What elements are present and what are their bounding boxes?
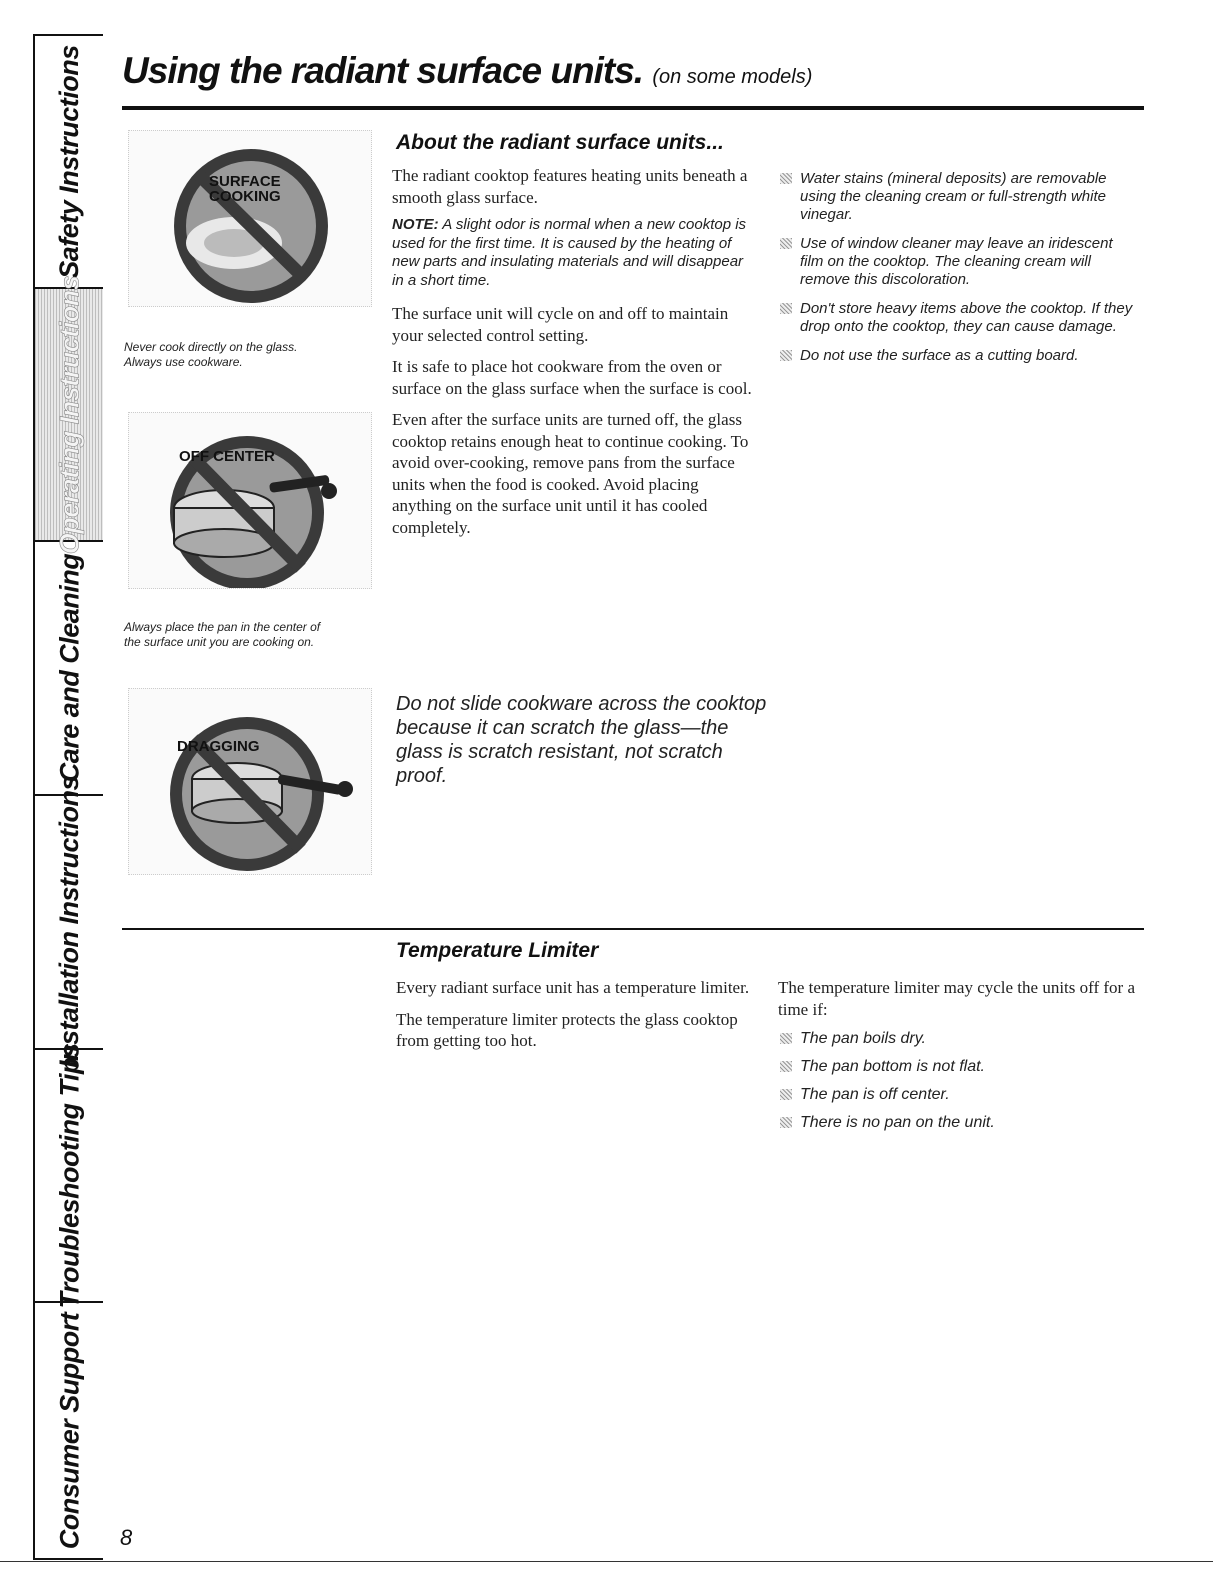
surface-cooking-illustration <box>128 130 372 307</box>
dragging-image <box>129 689 371 874</box>
page-number: 8 <box>120 1525 133 1550</box>
caption-line: the surface unit you are cooking on. <box>124 635 315 649</box>
dragging-warning: Do not slide cookware across the cooktop because it can scratch the glass—the glass is scratch resistant, not scratch proof. <box>396 693 767 787</box>
temperature-limiter-bullet-list <box>778 1030 1140 1132</box>
temperature-limiter-left-column <box>396 977 756 1052</box>
about-paragraph-2: The surface unit will cycle on and off to maintain your selected control setting. <box>392 304 729 345</box>
section-divider <box>122 928 1144 930</box>
bullet-square-icon <box>780 303 792 314</box>
bullet-text: Use of window cleaner may leave an iridescent film on the cooktop. The cleaning cream will remove this discoloration. <box>800 235 1113 288</box>
surface-cooking-label-2: COOKING <box>209 188 281 205</box>
about-paragraph-1: The radiant cooktop features heating units beneath a smooth glass surface. <box>392 166 748 207</box>
bullet-square-icon <box>780 1089 792 1100</box>
list-item <box>778 235 1140 289</box>
about-heading: About the radiant surface units... <box>396 131 724 154</box>
list-item <box>778 300 1140 336</box>
about-column <box>392 165 752 538</box>
header-rule <box>122 106 1144 110</box>
dragging-label: DRAGGING <box>177 738 260 755</box>
caption-line: Always place the pan in the center of <box>124 620 321 634</box>
about-paragraph-3: It is safe to place hot cookware from the oven or surface on the glass surface when the surface is cool. <box>392 357 752 398</box>
tab-label: Care and Cleaning <box>54 553 84 783</box>
tab-operating-instructions[interactable] <box>35 275 103 554</box>
surface-cooking-caption <box>124 340 374 370</box>
temperature-limiter-paragraph-1: Every radiant surface unit has a temperature limiter. <box>396 978 750 997</box>
bullet-square-icon <box>780 1061 792 1072</box>
temperature-limiter-paragraph-2: The temperature limiter protects the glass cooktop from getting too hot. <box>396 1009 738 1050</box>
bullet-text: Water stains (mineral deposits) are removable using the cleaning cream or full-strength white vinegar. <box>800 170 1107 223</box>
bullet-text: Do not use the surface as a cutting board. <box>800 347 1079 364</box>
off-center-illustration <box>128 412 372 589</box>
list-item <box>778 1030 1140 1048</box>
tab-safety-instructions[interactable] <box>35 36 103 289</box>
temperature-limiter-heading: Temperature Limiter <box>396 939 599 962</box>
tab-label: Consumer Support <box>54 1312 85 1549</box>
temperature-limiter-paragraph-3: The temperature limiter may cycle the units off for a time if: <box>778 978 1136 1019</box>
bullet-square-icon <box>780 238 792 249</box>
tab-consumer-support[interactable] <box>35 1303 103 1558</box>
surface-cooking-image <box>129 131 371 306</box>
bullet-text: There is no pan on the unit. <box>800 1114 995 1131</box>
surface-cooking-label: SURFACE <box>209 173 281 190</box>
bullet-text: The pan is off center. <box>800 1086 950 1103</box>
bullet-text: Don't store heavy items above the cooktop. If they drop onto the cooktop, they can cause damage. <box>800 300 1133 335</box>
tab-installation-instructions[interactable] <box>35 775 103 1069</box>
tab-label: Installation Instructions <box>54 775 84 1069</box>
bullet-square-icon <box>780 1033 792 1044</box>
off-center-image <box>129 413 371 588</box>
list-item <box>778 1086 1140 1104</box>
bullet-square-icon <box>780 350 792 361</box>
dragging-illustration <box>128 688 372 875</box>
page-title-text: Using the radiant surface units. <box>122 50 644 91</box>
tab-troubleshooting-tips[interactable] <box>35 1043 103 1308</box>
page-title <box>122 50 812 92</box>
about-bullet-list <box>778 170 1140 376</box>
off-center-caption <box>124 620 384 650</box>
tab-label: Operating Instructions <box>54 275 84 554</box>
bullet-square-icon <box>780 173 792 184</box>
page-subtitle: (on some models) <box>652 66 813 88</box>
note-text: A slight odor is normal when a new cooktop is used for the first time. It is caused by the heating of new parts and insulating materials and will disappear in a short time. <box>392 216 747 289</box>
bullet-square-icon <box>780 1117 792 1128</box>
tab-care-and-cleaning[interactable] <box>35 542 103 796</box>
about-note <box>392 216 752 290</box>
list-item <box>778 1114 1140 1132</box>
off-center-label: OFF CENTER <box>179 448 275 465</box>
caption-line: Always use cookware. <box>124 355 243 369</box>
note-label: NOTE: <box>392 216 439 233</box>
caption-line: Never cook directly on the glass. <box>124 340 298 354</box>
bullet-text: The pan boils dry. <box>800 1030 926 1047</box>
footer-rule <box>0 1561 1213 1562</box>
bullet-text: The pan bottom is not flat. <box>800 1058 985 1075</box>
list-item <box>778 1058 1140 1076</box>
section-tabs <box>33 34 103 1560</box>
tab-label: Troubleshooting Tips <box>54 1043 84 1308</box>
list-item <box>778 170 1140 224</box>
about-paragraph-4: Even after the surface units are turned off, the glass cooktop retains enough heat to continue cooking. To avoid over-cooking, remove pans from the surface units when the food is cooked. Avoid placing anything on the surface unit until it has cooled completely. <box>392 410 749 537</box>
temperature-limiter-right-column <box>778 977 1140 1142</box>
tab-label: Safety Instructions <box>54 44 84 279</box>
list-item <box>778 347 1140 365</box>
